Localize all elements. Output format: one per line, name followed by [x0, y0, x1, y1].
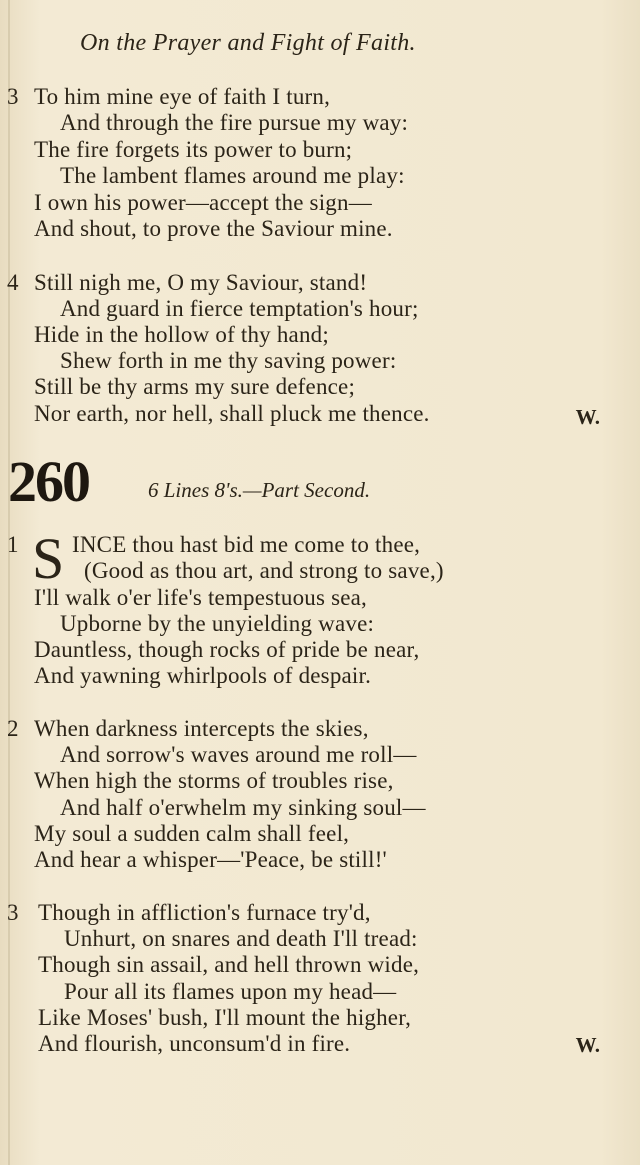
hymn-meter: 6 Lines 8's.—Part Second.: [148, 478, 371, 502]
verse-line: And through the fire pursue my way:: [60, 110, 409, 135]
verse-line: When darkness intercepts the skies,: [34, 716, 369, 741]
page-header: On the Prayer and Fight of Faith.: [80, 30, 416, 56]
verse-line: Shew forth in me thy saving power:: [60, 348, 397, 373]
verse-line: The lambent flames around me play:: [60, 163, 405, 188]
verse-line: The fire forgets its power to burn;: [34, 137, 353, 162]
hymn-number: 260: [8, 449, 89, 514]
verse-line: And half o'erwhelm my sinking soul—: [60, 795, 426, 820]
verse-line: Hide in the hollow of thy hand;: [34, 322, 329, 347]
verse-line: Still nigh me, O my Saviour, stand!: [34, 270, 368, 295]
page-edge: [8, 0, 10, 1165]
stanza-number: 2: [7, 716, 19, 741]
verse-line: Pour all its flames upon my head—: [64, 979, 397, 1004]
verse-line: And flourish, unconsum'd in fire.: [38, 1031, 351, 1056]
stanza-number: 4: [7, 270, 19, 295]
verse-line: And shout, to prove the Saviour mine.: [34, 216, 393, 241]
verse-line: My soul a sudden calm shall feel,: [34, 821, 350, 846]
verse-line: Like Moses' bush, I'll mount the higher,: [38, 1005, 412, 1030]
verse-line: And yawning whirlpools of despair.: [34, 663, 372, 688]
author-signature: W.: [575, 1033, 600, 1057]
stanza-number: 3: [7, 84, 19, 109]
verse-line: Upborne by the unyielding wave:: [60, 611, 375, 636]
verse-line: I'll walk o'er life's tempestuous sea,: [34, 585, 368, 610]
stanza-number: 3: [7, 900, 19, 925]
verse-line: And guard in fierce temptation's hour;: [60, 296, 419, 321]
verse-line: Unhurt, on snares and death I'll tread:: [64, 926, 418, 951]
verse-line: Though in affliction's furnace try'd,: [38, 900, 371, 925]
verse-line: Still be thy arms my sure defence;: [34, 374, 356, 399]
verse-line: To him mine eye of faith I turn,: [34, 84, 331, 109]
verse-line: INCE thou hast bid me come to thee,: [72, 532, 421, 557]
verse-line: I own his power—accept the sign—: [34, 190, 372, 215]
author-signature: W.: [575, 405, 600, 429]
verse-line: Dauntless, though rocks of pride be near,: [34, 637, 420, 662]
verse-line: Though sin assail, and hell thrown wide,: [38, 952, 420, 977]
verse-line: When high the storms of troubles rise,: [34, 768, 394, 793]
verse-line: Nor earth, nor hell, shall pluck me thence.: [34, 401, 430, 426]
verse-line: And sorrow's waves around me roll—: [60, 742, 417, 767]
verse-line: (Good as thou art, and strong to save,): [84, 558, 444, 583]
verse-line: And hear a whisper—'Peace, be still!': [34, 847, 387, 872]
stanza-number: 1: [7, 532, 19, 557]
drop-cap: S: [32, 526, 65, 591]
